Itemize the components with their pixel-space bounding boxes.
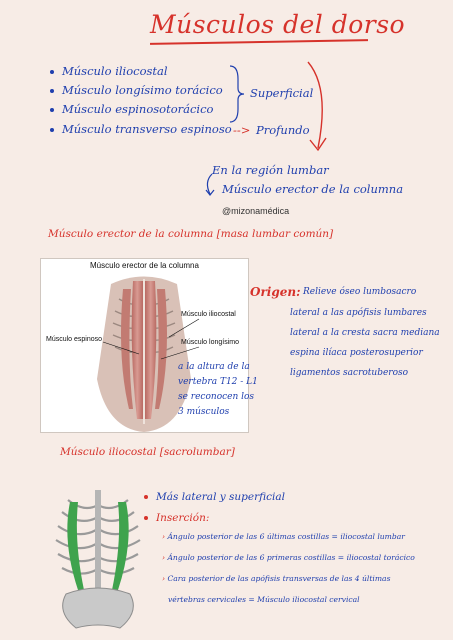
page-title: Músculos del dorso [150, 10, 406, 39]
bullet-icon [144, 495, 148, 499]
origin-line: espina ilíaca posterosuperior [290, 348, 423, 358]
curved-arrow-icon [202, 172, 216, 198]
bullet-icon [50, 108, 54, 112]
bullet-icon [50, 70, 54, 74]
list-item: Músculo espinosotorácico [50, 102, 213, 116]
arrow-text: --> [233, 123, 251, 137]
bullet-mark: › [162, 532, 168, 541]
section-heading: Músculo erector de la columna [masa lumbar común] [48, 228, 334, 240]
label-espinoso: Músculo espinoso [46, 336, 103, 343]
insertion-line: › Ángulo posterior de las 6 primeras costillas = iliocostal torácico [162, 553, 415, 562]
origin-label: Origen: [250, 285, 301, 299]
list-item: Músculo iliocostal [50, 64, 168, 78]
bullet-icon [50, 89, 54, 93]
lumbar-line-2: Músculo erector de la columna [222, 182, 404, 196]
bullet-icon [50, 128, 54, 132]
bullet-mark: › [162, 574, 168, 583]
label-longisimo: Músculo longísimo [181, 339, 239, 346]
label-iliocostal: Músculo iliocostal [181, 311, 236, 318]
iliocostal-skeleton-illustration [48, 482, 148, 632]
origin-line: lateral a las apófisis lumbares [290, 308, 427, 318]
bullet-mark: › [162, 553, 168, 562]
origin-line: ligamentos sacrotuberoso [290, 368, 409, 378]
insertion-line: vértebras cervicales = Músculo iliocostal cervical [168, 595, 360, 604]
title-underline [150, 39, 368, 45]
brace-icon [226, 64, 246, 124]
red-arrow-icon [300, 58, 340, 158]
list-item: Más lateral y superficial [144, 491, 285, 503]
watermark: @mizonamédica [222, 206, 290, 216]
list-item: Músculo longísimo torácico [50, 83, 223, 97]
insertion-line: › Cara posterior de las apófisis transversas de las 4 últimas [162, 574, 391, 583]
note-line: 3 músculos [178, 407, 230, 417]
profundo-label: Profundo [256, 123, 310, 137]
superficial-label: Superficial [250, 86, 314, 100]
note-line: se reconocen los [178, 392, 255, 402]
note-line: a la altura de la [178, 362, 250, 372]
bullet-icon [144, 516, 148, 520]
list-item: Músculo transverso espinoso [50, 122, 232, 136]
section-heading: Músculo iliocostal [sacrolumbar] [60, 446, 235, 458]
list-item: Inserción: [144, 512, 209, 524]
lumbar-line-1: En la región lumbar [212, 163, 329, 177]
origin-line: Relieve óseo lumbosacro [303, 287, 417, 297]
origin-line: lateral a la cresta sacra mediana [290, 328, 440, 338]
note-line: vertebra T12 - L1 [178, 377, 258, 387]
figure-title: Músculo erector de la columna [90, 261, 199, 270]
insertion-line: › Ángulo posterior de las 6 últimas costillas = iliocostal lumbar [162, 532, 405, 541]
